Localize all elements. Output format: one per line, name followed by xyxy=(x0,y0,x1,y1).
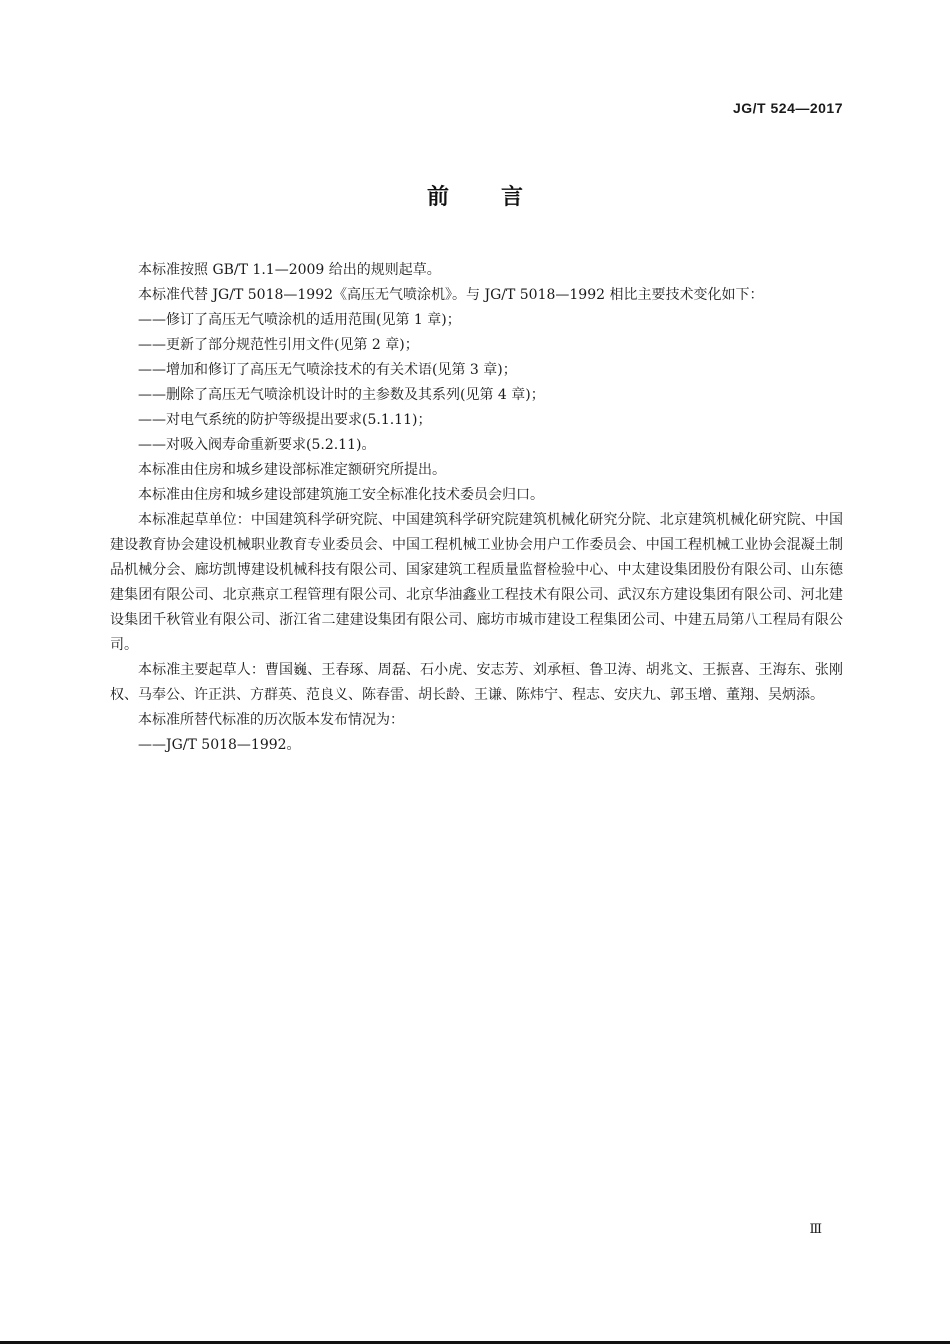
paragraph-drafters: 本标准主要起草人：曹国巍、王春琢、周磊、石小虎、安志芳、刘承桓、鲁卫涛、胡兆文、王振喜、王海东、张刚权、马奉公、许正洪、方群英、范良义、陈春雷、胡长龄、王谦、陈炜宁、程志、安庆九、郭玉增、董翔、吴炳添。 xyxy=(110,662,843,703)
list-item: ——修订了高压无气喷涂机的适用范围(见第 1 章)； xyxy=(138,312,461,328)
paragraph-drafting-units: 本标准起草单位：中国建筑科学研究院、中国建筑科学研究院建筑机械化研究分院、北京建筑机械化研究院、中国建设教育协会建设机械职业教育专业委员会、中国工程机械工业协会用户工作委员会、中国工程机械工业协会混凝土制品机械分会、廊坊凯博建设机械科技有限公司、国家建筑工程质量监督检验中心、中太建设集团股份有限公司、山东德建集团有限公司、北京燕京工程管理有限公司、北京华油鑫业工程技术有限公司、武汉东方建设集团有限公司、河北建设集团千秋管业有限公司、浙江省二建建设集团有限公司、廊坊市城市建设工程集团公司、中建五局第八工程局有限公司。 xyxy=(110,512,843,653)
list-item: ——更新了部分规范性引用文件(见第 2 章)； xyxy=(138,337,419,353)
list-item: ——JG/T 5018—1992。 xyxy=(138,737,301,753)
paragraph-history: 本标准所替代标准的历次版本发布情况为： xyxy=(138,712,404,728)
list-item: ——增加和修订了高压无气喷涂技术的有关术语(见第 3 章)； xyxy=(138,362,517,378)
paragraph-replacement: 本标准代替 JG/T 5018—1992《高压无气喷涂机》。与 JG/T 5018—1992 相比主要技术变化如下： xyxy=(138,287,764,303)
page-number: Ⅲ xyxy=(809,1222,822,1237)
paragraph-proposer: 本标准由住房和城乡建设部标准定额研究所提出。 xyxy=(138,462,446,478)
list-item: ——删除了高压无气喷涂机设计时的主参数及其系列(见第 4 章)； xyxy=(138,387,545,403)
list-item: ——对电气系统的防护等级提出要求(5.1.11)； xyxy=(138,412,432,428)
list-item: ——对吸入阀寿命重新要求(5.2.11)。 xyxy=(138,437,376,453)
paragraph-drafting-rules: 本标准按照 GB/T 1.1—2009 给出的规则起草。 xyxy=(138,262,441,278)
paragraph-centralized: 本标准由住房和城乡建设部建筑施工安全标准化技术委员会归口。 xyxy=(138,487,544,503)
page-title: 前言 xyxy=(426,185,575,210)
standard-code: JG/T 524—2017 xyxy=(732,100,843,116)
foreword-body xyxy=(110,258,843,758)
